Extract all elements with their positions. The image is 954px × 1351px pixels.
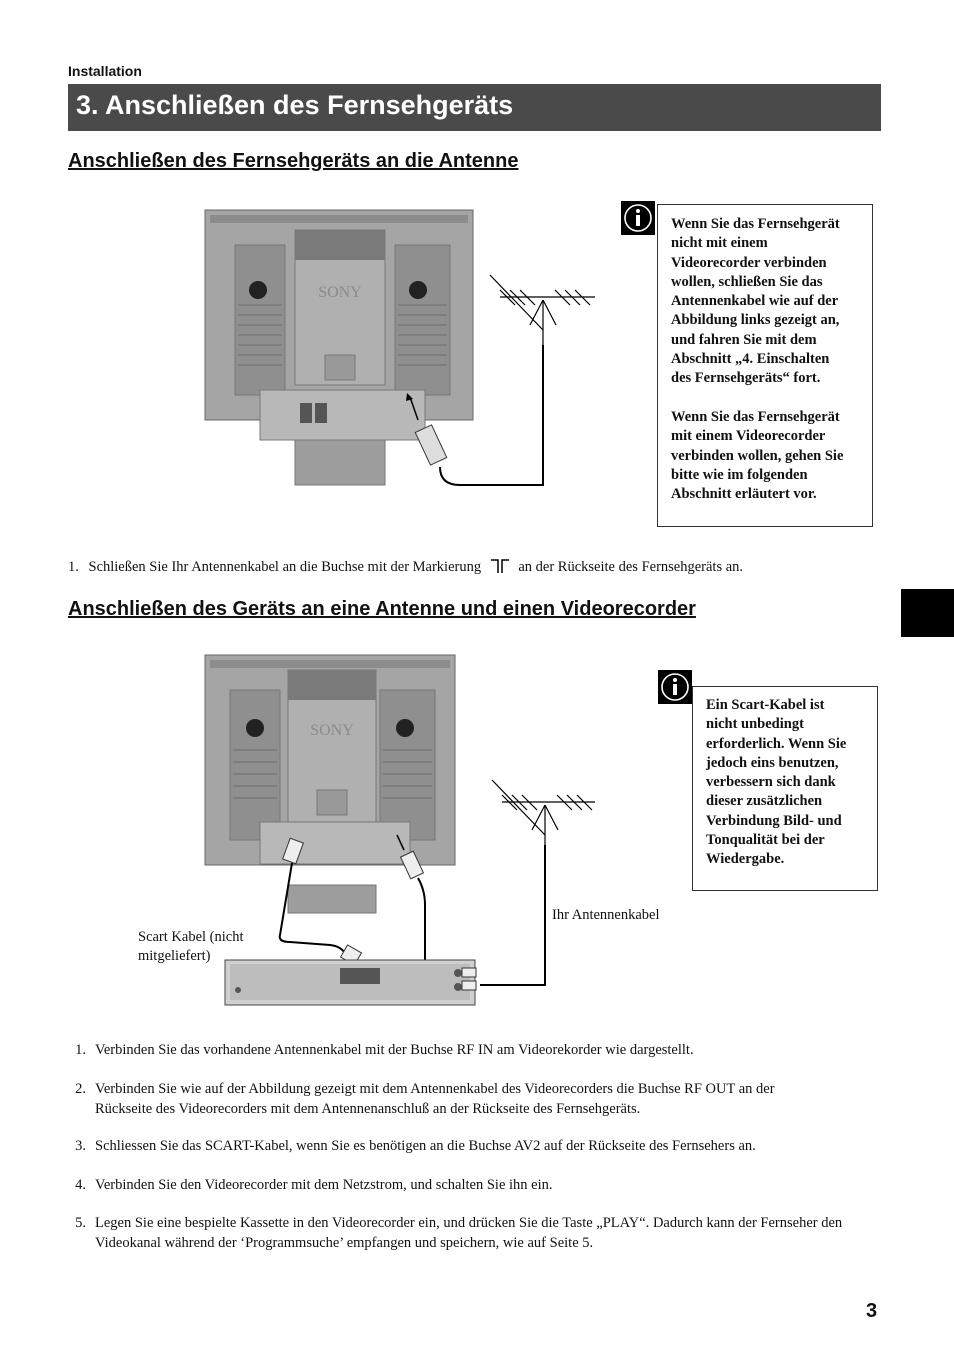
rf-in-cable bbox=[480, 845, 545, 985]
page-title: 3. Anschließen des Fernsehgeräts bbox=[76, 90, 514, 120]
step-number: 3. bbox=[75, 1138, 86, 1154]
step-text: Verbinden Sie wie auf der Abbildung gezeigt mit dem Antennenkabel des Videorecorders die Buchse RF OUT an der Rückseite des Videorecorders mit dem Antennenanschluß an der Rückseite des Fernsehgeräts. bbox=[95, 1081, 775, 1117]
step-number: 4. bbox=[75, 1177, 86, 1193]
note-box-2 bbox=[692, 686, 878, 891]
step-2 bbox=[68, 1080, 848, 1120]
tv-top-edge-2 bbox=[210, 660, 450, 668]
step-5 bbox=[68, 1214, 848, 1254]
section1-step1 bbox=[68, 558, 848, 578]
step-number: 2. bbox=[75, 1081, 86, 1097]
step-3 bbox=[68, 1137, 848, 1155]
tv-vent-right-2 bbox=[380, 690, 435, 840]
tv-brand-logo: SONY bbox=[318, 284, 362, 301]
rf-out-cable bbox=[418, 878, 465, 972]
title-bar bbox=[68, 84, 881, 131]
tv-hole-left bbox=[249, 281, 267, 299]
section-label: Installation bbox=[68, 63, 142, 79]
vcr-power-socket bbox=[235, 987, 241, 993]
step-text: Schliessen Sie das SCART-Kabel, wenn Sie es benötigen an die Buchse AV2 auf der Rückseite des Fernsehers an. bbox=[95, 1138, 756, 1154]
tv-scart-socket bbox=[300, 403, 312, 423]
info-icon bbox=[621, 201, 655, 235]
tv-vent-left bbox=[235, 245, 285, 395]
tv-label-plate bbox=[325, 355, 355, 380]
antenna-socket-icon bbox=[489, 558, 511, 574]
rf-plug-vcr-out bbox=[462, 968, 476, 977]
tv-top-edge bbox=[210, 215, 468, 223]
vcr-rf-in bbox=[454, 983, 462, 991]
note-text-1: Wenn Sie das Fernsehgerät nicht mit einem Videorecorder verbinden wollen, schließen Sie das Antennenkabel wie auf der Abbildung links gezeigt an, und fahren Sie mit dem Abschnitt „4. Einschalten des Fernsehgeräts“ fort. Wenn Sie das Fernsehgerät mit einem Videorecorder verbinden wollen, gehen Sie bitte wie im folgenden Abschnitt erläutert vor. bbox=[671, 216, 844, 503]
note-text-2: Ein Scart-Kabel ist nicht unbedingt erforderlich. Wenn Sie jedoch eins benutzen, verbessern sich dank dieser zusätzlichen Verbindung Bild- und Tonqualität bei der Wiedergabe. bbox=[706, 697, 847, 868]
tv-label-plate-2 bbox=[317, 790, 347, 815]
page-number: 3 bbox=[866, 1300, 878, 1322]
step-text-after: an der Rückseite des Fernsehgeräts an. bbox=[518, 559, 744, 575]
tv-stand-2 bbox=[288, 885, 376, 913]
tv-vent-left-2 bbox=[230, 690, 280, 840]
rf-plug-vcr-in bbox=[462, 981, 476, 990]
tv-antenna-diagram bbox=[200, 205, 600, 495]
step-text: Legen Sie eine bespielte Kassette in den Videorecorder ein, und drücken Sie die Taste „PLAY“. Dadurch kann der Fernseher den Videokanal während der ‘Programmsuche’ empfangen und speichern, wie auf Seite 5. bbox=[95, 1215, 843, 1251]
antenna-icon bbox=[490, 275, 595, 345]
vcr-rf-out bbox=[454, 969, 462, 977]
caption-antenna-cable: Ihr Antennenkabel bbox=[552, 907, 660, 923]
antenna-icon-2 bbox=[492, 780, 595, 845]
tv-scart-socket-2 bbox=[315, 403, 327, 423]
tv-hole-left-2 bbox=[246, 719, 264, 737]
vcr-scart-socket bbox=[340, 968, 380, 984]
section2-heading: Anschließen des Geräts an eine Antenne und einen Videorecorder bbox=[68, 598, 696, 620]
note-box-1 bbox=[657, 204, 873, 527]
tv-vcr-diagram bbox=[200, 650, 620, 1010]
tv-vent-right bbox=[395, 245, 450, 395]
tv-hole-right-2 bbox=[396, 719, 414, 737]
caption-scart-cable: Scart Kabel (nicht mitgeliefert) bbox=[138, 929, 244, 964]
step-number: 1. bbox=[75, 1042, 86, 1058]
step-text: Verbinden Sie das vorhandene Antennenkabel mit der Buchse RF IN am Videorekorder wie dargestellt. bbox=[95, 1042, 694, 1058]
tv-brand-logo-2: SONY bbox=[310, 722, 354, 739]
tv-hole-right bbox=[409, 281, 427, 299]
tv-back-grille-2 bbox=[288, 670, 376, 700]
section1-heading: Anschließen des Fernsehgeräts an die Antenne bbox=[68, 150, 519, 172]
step-1 bbox=[68, 1041, 848, 1059]
step-4 bbox=[68, 1176, 848, 1194]
step-text: Verbinden Sie den Videorecorder mit dem Netzstrom, und schalten Sie ihn ein. bbox=[95, 1177, 553, 1193]
tv-connector-panel-2 bbox=[260, 822, 410, 864]
step-text-before: Schließen Sie Ihr Antennenkabel an die Buchse mit der Markierung bbox=[88, 559, 482, 575]
tv-stand bbox=[295, 440, 385, 485]
tv-back-grille bbox=[295, 230, 385, 260]
side-tab-marker bbox=[901, 589, 954, 637]
info-icon-2 bbox=[658, 670, 692, 704]
tv-connector-panel bbox=[260, 390, 425, 440]
step-number: 5. bbox=[75, 1215, 86, 1231]
step-number: 1. bbox=[68, 559, 79, 575]
